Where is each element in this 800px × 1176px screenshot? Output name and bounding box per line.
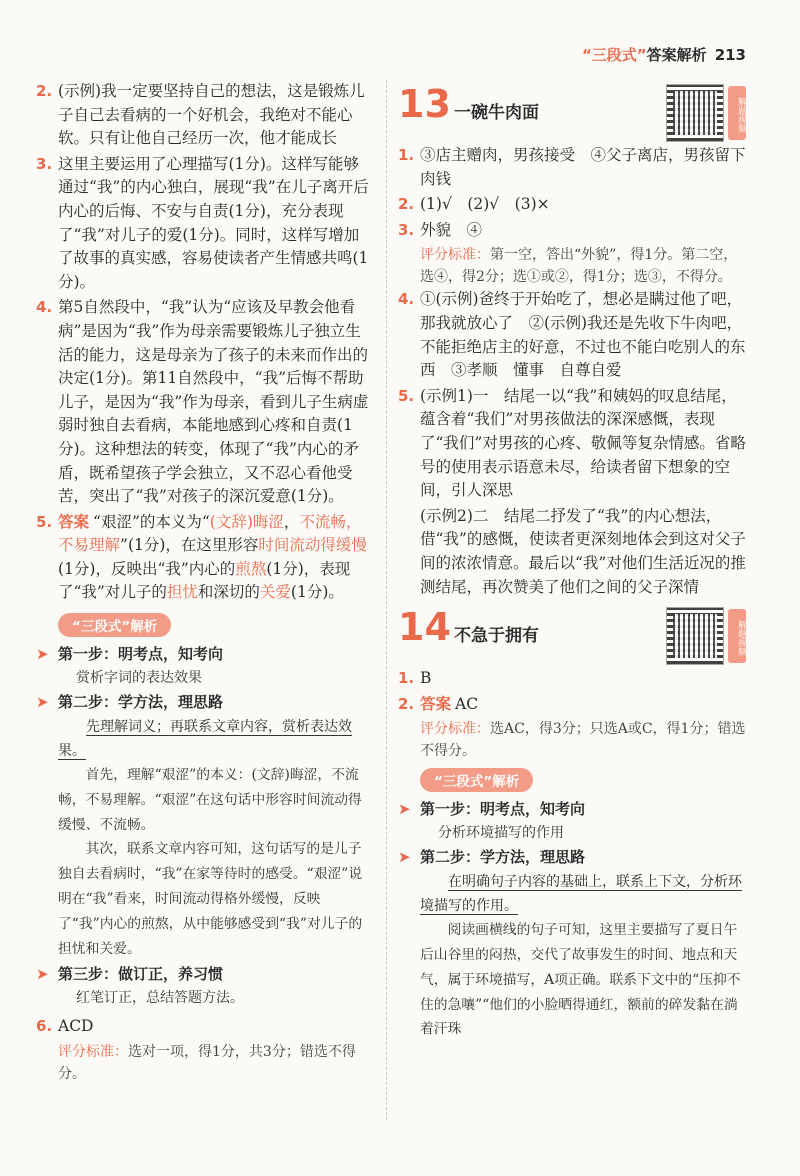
answer-text: 和深切的 bbox=[197, 583, 260, 602]
answer-text: (1)√ (2)√ (3)× bbox=[420, 195, 550, 214]
analysis-paragraph: 其次，联系文章内容可知，这句话写的是儿子独自去看病时，“我”在家等待时的感受。“艰涩”说明在“我”看来，时间流动得格外缓慢，反映了“我”内心的煎熬，从中能够感受到“我”对儿子的担忧和关爱。 bbox=[58, 841, 363, 957]
header-title: 答案解析 bbox=[646, 46, 707, 64]
lesson-13-header bbox=[398, 82, 746, 136]
answer-text: 这里主要运用了心理描写(1分)。这样写能够通过“我”的内心独白，展现“我”在儿子离开后内心的后悔、不安与自责(1分)，充分表现了“我”对儿子的爱(1分)。同时，这样写增加了故事的真实感，容易使读者产生情感共鸣(1分)。 bbox=[58, 154, 369, 291]
page-number: 213 bbox=[714, 46, 746, 64]
score-text: 选AC，得3分；只选A或C，得1分；错选不得分。 bbox=[420, 721, 746, 760]
brand-label: “三段式” bbox=[581, 46, 647, 64]
answer-text: (示例)我一定要坚持自己的想法，这是锻炼儿子自己去看病的一个好机会，我绝对不能心软。只有让他自己经历一次，他才能成长 bbox=[58, 82, 365, 148]
qr-code-icon[interactable] bbox=[666, 84, 724, 142]
step-detail: 赏析字词的表达效果 bbox=[76, 670, 202, 687]
answer-text: (示例1)一 结尾一以“我”和姨妈的叹息结尾，蕴含着“我们”对男孩做法的深深感慨，表现了“我们”对男孩的心疼、敬佩等复杂情感。省略号的使用表示语意未尽，给读者留下想象的空间，引人深思 bbox=[420, 386, 746, 500]
answer-label: 答案 bbox=[58, 512, 90, 531]
arrow-icon: ➤ bbox=[398, 848, 411, 867]
step-detail: 红笔订正，总结答题方法。 bbox=[76, 990, 244, 1007]
highlight-text: (文辞)晦涩 bbox=[209, 512, 284, 531]
answer-label: 答案 bbox=[420, 694, 452, 713]
step-title: 第二步：学方法，理思路 bbox=[58, 693, 224, 712]
scoring-criteria bbox=[36, 1041, 374, 1085]
question-4 bbox=[36, 296, 374, 508]
step-1 bbox=[36, 641, 374, 667]
score-label: 评分标准： bbox=[420, 721, 490, 738]
step-title: 第二步：学方法，理思路 bbox=[420, 848, 586, 867]
step-3 bbox=[36, 961, 374, 987]
right-column bbox=[398, 80, 746, 1042]
question-number: 2. bbox=[398, 195, 415, 214]
question-6 bbox=[36, 1015, 374, 1039]
analysis-tag: “三段式”解析 bbox=[420, 768, 533, 792]
scoring-criteria bbox=[398, 718, 746, 762]
left-column bbox=[36, 80, 374, 1085]
question-5 bbox=[36, 511, 374, 605]
step-2 bbox=[36, 689, 374, 715]
answer-text: 外貌 ④ bbox=[420, 220, 483, 239]
question-5 bbox=[398, 385, 746, 503]
question-number: 1. bbox=[398, 669, 415, 688]
lesson-title: 不急于拥有 bbox=[454, 626, 539, 647]
answer-text: (1分)，反映出“我”内心的 bbox=[58, 559, 236, 578]
step-detail: 分析环境描写的作用 bbox=[438, 825, 564, 842]
question-number: 4. bbox=[36, 298, 53, 317]
answer-text: “艰涩”的本义为“ bbox=[93, 512, 210, 531]
question-1 bbox=[398, 144, 746, 191]
question-4 bbox=[398, 288, 746, 382]
answer-text: (1分)。 bbox=[290, 583, 344, 602]
qr-code-icon[interactable] bbox=[666, 607, 724, 665]
lesson-number: 14 bbox=[398, 605, 451, 650]
question-number: 6. bbox=[36, 1017, 53, 1036]
answer-text: ”(1分)，在这里形容 bbox=[120, 536, 259, 555]
answer-text: ③店主赠肉，男孩接受 ④父子离店，男孩留下肉钱 bbox=[420, 146, 746, 188]
answer-text: (1分)，表现了“我”对儿子的 bbox=[58, 559, 351, 602]
question-number: 2. bbox=[398, 694, 415, 713]
question-2 bbox=[36, 80, 374, 151]
answer-text: ①(示例)爸终于开始吃了，想必是瞒过他了吧，那我就放心了 ②(示例)我还是先收下牛肉吧，不能拒绝店主的好意，不过也不能白吃别人的东西 ③孝顺 懂事 自尊自爱 bbox=[420, 290, 746, 380]
answer-text: ， bbox=[283, 512, 300, 531]
highlight-text: 不流畅，不易理解 bbox=[58, 512, 362, 555]
question-5-example-2 bbox=[398, 505, 746, 599]
question-1 bbox=[398, 667, 746, 691]
question-3 bbox=[36, 153, 374, 295]
score-text: 选对一项，得1分，共3分；错选不得分。 bbox=[58, 1044, 356, 1083]
step-title: 第一步：明考点，知考向 bbox=[58, 645, 224, 664]
step-title: 第一步：明考点，知考向 bbox=[420, 800, 586, 819]
step-title: 第三步：做订正，养习惯 bbox=[58, 965, 224, 984]
highlight-text: 煎熬 bbox=[235, 559, 267, 578]
method-underlined: 在明确句子内容的基础上，联系上下文，分析环境描写的作用。 bbox=[420, 874, 742, 915]
question-number: 5. bbox=[36, 512, 53, 531]
answer-text: 第5自然段中，“我”认为“应该及早教会他看病”是因为“我”作为母亲需要锻炼儿子独立生活的能力，这是母亲为了孩子的未来而作出的决定(1分)。第11自然段中，“我”后悔不帮助儿子，是因为“我”作为母亲，看到儿子生病虚弱时独自去看病，本能地感到心疼和自责(1分)。这种想法的转变，体现了“我”内心的矛盾，既希望孩子学会独立，又不忍心看他受苦，突出了“我”对孩子的深沉爱意(1分)。 bbox=[58, 298, 369, 506]
score-label: 评分标准： bbox=[420, 247, 490, 264]
highlight-text: 担忧 bbox=[166, 583, 198, 602]
arrow-icon: ➤ bbox=[36, 645, 49, 664]
lesson-number: 13 bbox=[398, 82, 451, 126]
answer-text: B bbox=[420, 669, 432, 688]
question-number: 3. bbox=[36, 154, 53, 173]
page-header bbox=[582, 44, 746, 65]
arrow-icon: ➤ bbox=[36, 965, 49, 984]
lesson-title: 一碗牛肉面 bbox=[454, 103, 539, 123]
video-tab[interactable]: 解题视频 bbox=[728, 86, 746, 140]
answer-text: (示例2)二 结尾二抒发了“我”的内心想法，借“我”的感慨，使读者更深刻地体会到这对父子间的浓浓情意。最后以“我”对他们生活近况的推测结尾，再次赞美了他们之间的父子深情 bbox=[420, 506, 746, 596]
question-number: 5. bbox=[398, 386, 415, 405]
question-number: 4. bbox=[398, 290, 415, 309]
analysis-paragraph: 阅读画横线的句子可知，这里主要描写了夏日午后山谷里的闷热，交代了故事发生的时间、地点和天气，属于环境描写，A项正确。联系下文中的“压抑不住的急嚷”“他们的小脸晒得通红，额前的碎发黏在淌着汗珠 bbox=[420, 922, 741, 1038]
highlight-text: 关爱 bbox=[259, 583, 291, 602]
step-2 bbox=[398, 844, 746, 870]
method-text bbox=[36, 715, 374, 763]
question-number: 2. bbox=[36, 82, 53, 100]
lesson-14-header bbox=[398, 605, 746, 659]
method-underlined: 先理解词义；再联系文章内容，赏析表达效果。 bbox=[58, 719, 352, 760]
question-2 bbox=[398, 193, 746, 217]
answer-text: AC bbox=[455, 694, 479, 713]
video-tab[interactable]: 解题视频 bbox=[728, 609, 746, 663]
question-3 bbox=[398, 219, 746, 243]
arrow-icon: ➤ bbox=[36, 693, 49, 712]
arrow-icon: ➤ bbox=[398, 800, 411, 819]
question-2 bbox=[398, 693, 746, 717]
question-number: 3. bbox=[398, 220, 415, 239]
step-1 bbox=[398, 796, 746, 822]
method-text bbox=[398, 870, 746, 918]
analysis-tag: “三段式”解析 bbox=[58, 613, 171, 637]
score-label: 评分标准： bbox=[58, 1044, 128, 1061]
score-text: 第一空，答出“外貌”，得1分。第二空，选④，得2分；选①或②，得1分；选③，不得分。 bbox=[420, 247, 738, 286]
highlight-text: 时间流动得缓慢 bbox=[258, 536, 367, 555]
answer-text: ACD bbox=[58, 1017, 94, 1036]
scoring-criteria bbox=[398, 244, 746, 288]
question-number: 1. bbox=[398, 146, 415, 164]
column-divider bbox=[386, 80, 387, 1120]
analysis-paragraph: 首先，理解“艰涩”的本义：(文辞)晦涩，不流畅，不易理解。“艰涩”在这句话中形容时间流动得缓慢、不流畅。 bbox=[58, 767, 362, 833]
